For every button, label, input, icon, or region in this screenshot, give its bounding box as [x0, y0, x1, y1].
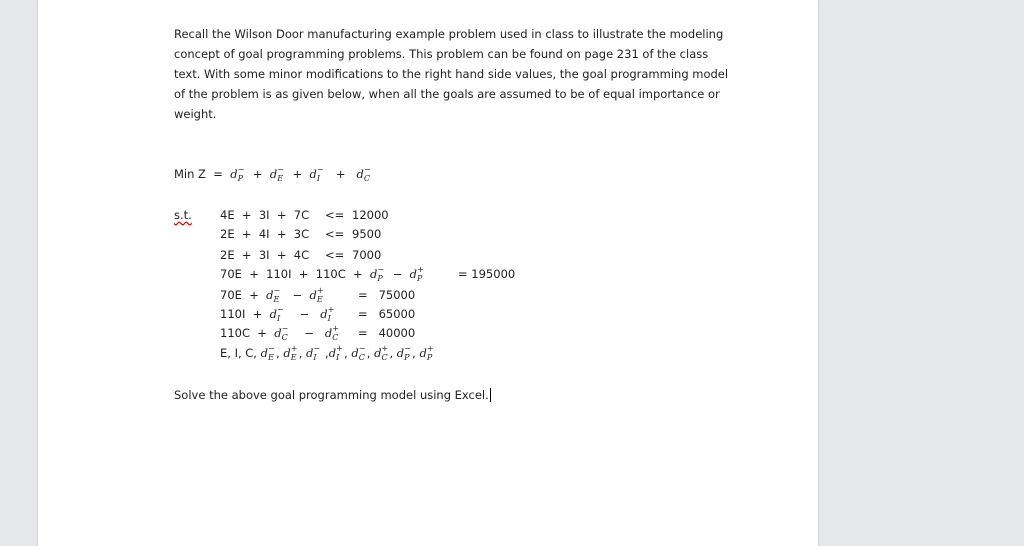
constraint-5-rhs: 75000 [378, 288, 416, 302]
deviation-di-plus: d + I [320, 304, 335, 323]
constraint-lhs: 110C + [220, 326, 267, 340]
deviation-di-minus: d − I [265, 304, 284, 323]
deviation-di-minus: d − I [309, 164, 324, 183]
intro-line: concept of goal programming problems. This problem can be found on page 231 of the class [174, 47, 709, 61]
constraint-2 [220, 227, 309, 241]
constraint-3-op: <= [325, 248, 345, 262]
deviation-de-minus: d − E [262, 285, 281, 304]
objective-plus: + [252, 167, 263, 181]
constraint-7-rhs: 40000 [378, 326, 416, 340]
constraint-6-rhs: 65000 [378, 307, 416, 321]
nonnegativity-constraint: E, I, C, d − E , d + E , d − I ,d + I , d − C , d + C , d − P , d + P [220, 343, 434, 362]
constraint-6-op: = [358, 307, 368, 321]
deviation-de-minus: d − E [269, 164, 284, 183]
constraint-4-rhs-group [458, 267, 515, 281]
closing-sentence[interactable] [174, 388, 491, 402]
deviation-dc-plus: d + C [324, 323, 339, 342]
constraint-lhs: 4E + 3I + 7C [220, 208, 310, 222]
constraint-6 [220, 304, 336, 323]
constraint-lhs: 2E + 4I + 3C [220, 227, 310, 241]
constraint-1 [220, 208, 309, 222]
constraint-lhs: 70E + [220, 288, 259, 302]
constraint-7-op: = [358, 326, 368, 340]
minus-sign: − [292, 288, 303, 302]
closing-text: Solve the above goal programming model using Excel. [174, 388, 489, 402]
constraint-3-rhs: 7000 [352, 248, 382, 262]
constraint-lhs: E, I, C, [220, 346, 257, 360]
constraint-1-rhs: 12000 [352, 208, 389, 222]
constraint-5-op: = [358, 288, 368, 302]
constraint-4-op: = [458, 267, 468, 281]
deviation-de-plus: d + E [309, 285, 324, 304]
constraint-4 [220, 264, 425, 283]
deviation-dp-minus: d − P [230, 164, 245, 183]
deviation-dp-plus: d + P [409, 264, 424, 283]
intro-paragraph [174, 24, 734, 124]
constraint-3 [220, 248, 309, 262]
objective-plus: + [292, 167, 303, 181]
constraint-7 [220, 323, 340, 342]
minus-sign: − [299, 307, 310, 321]
objective-label: Min Z [174, 167, 206, 181]
deviation-dc-minus: d − C [270, 323, 289, 342]
text-cursor [490, 388, 491, 402]
intro-line: weight. [174, 107, 217, 121]
intro-line: text. With some minor modifications to the right hand side values, the goal programming model [174, 67, 729, 81]
deviation-dc-minus: d − C [356, 164, 371, 183]
constraint-6-rhs-group [358, 307, 415, 321]
constraint-5-rhs-group [358, 288, 415, 302]
constraint-lhs: 110I + [220, 307, 263, 321]
constraint-7-rhs-group [358, 326, 415, 340]
intro-line: of the problem is as given below, when all the goals are assumed to be of equal importance or [174, 87, 720, 101]
deviation-dp-minus: d − P [366, 264, 385, 283]
constraint-2-rhs: 9500 [352, 227, 382, 241]
objective-function [174, 164, 372, 183]
constraint-1-op: <= [325, 208, 345, 222]
constraint-lhs: 70E + 110I + 110C + [220, 267, 363, 281]
minus-sign: − [392, 267, 403, 281]
intro-line: Recall the Wilson Door manufacturing example problem used in class to illustrate the modeling [174, 27, 724, 41]
constraint-5 [220, 285, 325, 304]
constraint-lhs: 2E + 3I + 4C [220, 248, 310, 262]
constraint-4-rhs: 195000 [471, 267, 516, 281]
objective-equals: = [213, 167, 223, 181]
objective-plus: + [335, 167, 346, 181]
constraint-2-op: <= [325, 227, 345, 241]
subject-to-label: s.t. [174, 208, 192, 222]
previous-line-fragment [256, 0, 396, 6]
minus-sign: − [304, 326, 314, 340]
